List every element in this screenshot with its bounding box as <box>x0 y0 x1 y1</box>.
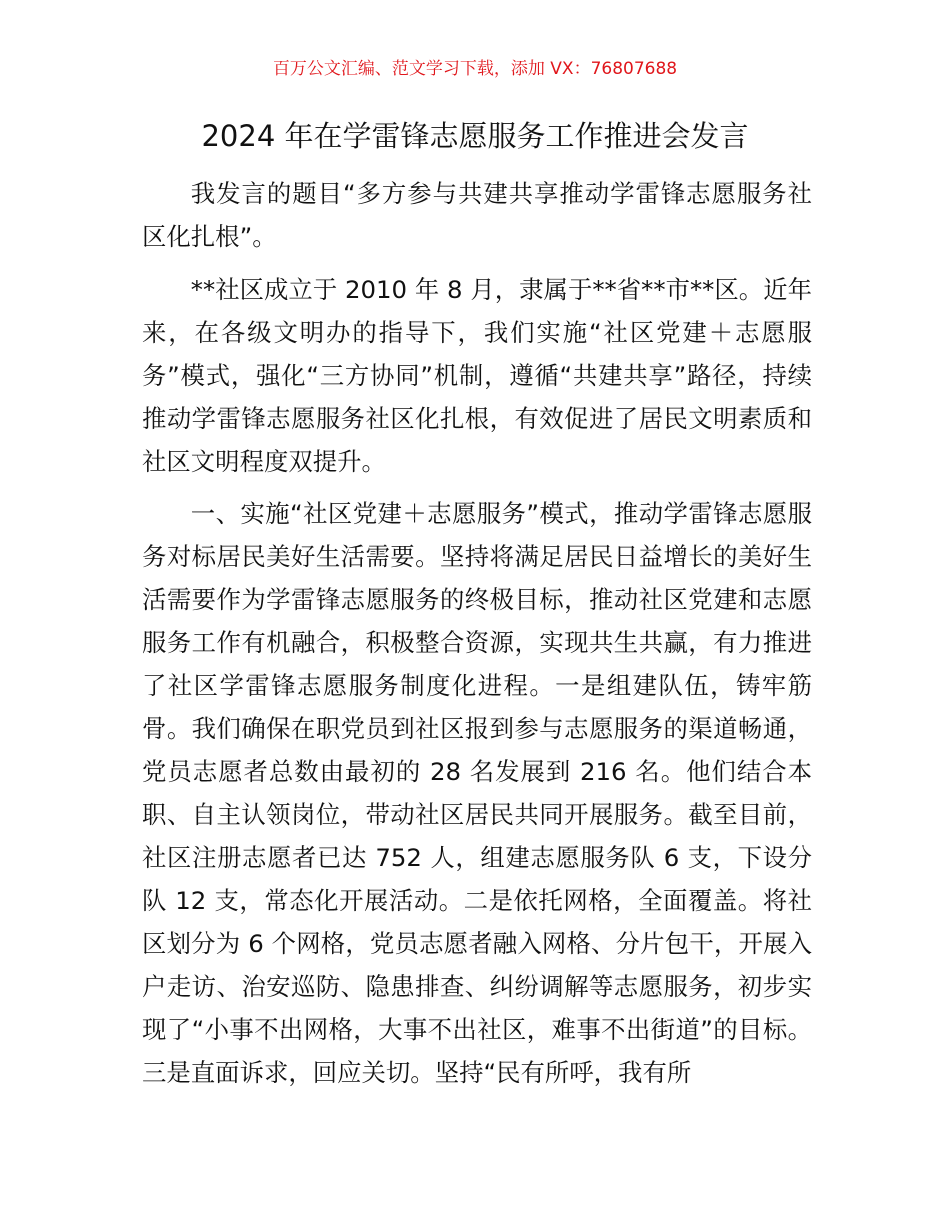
paragraph-intro <box>142 172 812 258</box>
paragraph-text: 一、实施“社区党建＋志愿服务”模式，推动学雷锋志愿服务对标居民美好生活需要。坚持将满足居民日益增长的美好生活需要作为学雷锋志愿服务的终极目标，推动社区党建和志愿服务工作有机融合，积极整合资源，实现共生共赢，有力推进了社区学雷锋志愿服务制度化进程。一是组建队伍，铸牢筋骨。我们确保在职党员到社区报到参与志愿服务的渠道畅通，党员志愿者总数由最初的 28 名发展到 216 名。他们结合本职、自主认领岗位，带动社区居民共同开展服务。截至目前，社区注册志愿者已达 752 人，组建志愿服务队 6 支，下设分队 12 支，常态化开展活动。二是依托网格，全面覆盖。将社区划分为 6 个网格，党员志愿者融入网格、分片包干，开展入户走访、治安巡防、隐患排查、纠纷调解等志愿服务，初步实现了“小事不出网格，大事不出社区，难事不出街道”的目标。三是直面诉求，回应关切。坚持“民有所呼，我有所 <box>142 499 812 1087</box>
paragraph-background <box>142 268 812 483</box>
document-title: 2024 年在学雷锋志愿服务工作推进会发言 <box>201 119 749 153</box>
paragraph-section-one <box>142 492 812 1094</box>
paragraph-text: 我发言的题目“多方参与共建共享推动学雷锋志愿服务社区化扎根”。 <box>142 179 812 251</box>
paragraph-text: **社区成立于 2010 年 8 月，隶属于**省**市**区。近年来，在各级文明办的指导下，我们实施“社区党建＋志愿服务”模式，强化“三方协同”机制，遵循“共建共享”路径，持续推动学雷锋志愿服务社区化扎根，有效促进了居民文明素质和社区文明程度双提升。 <box>142 275 812 476</box>
watermark-banner: 百万公文汇编、范文学习下载，添加 VX：76807688 <box>272 59 678 79</box>
